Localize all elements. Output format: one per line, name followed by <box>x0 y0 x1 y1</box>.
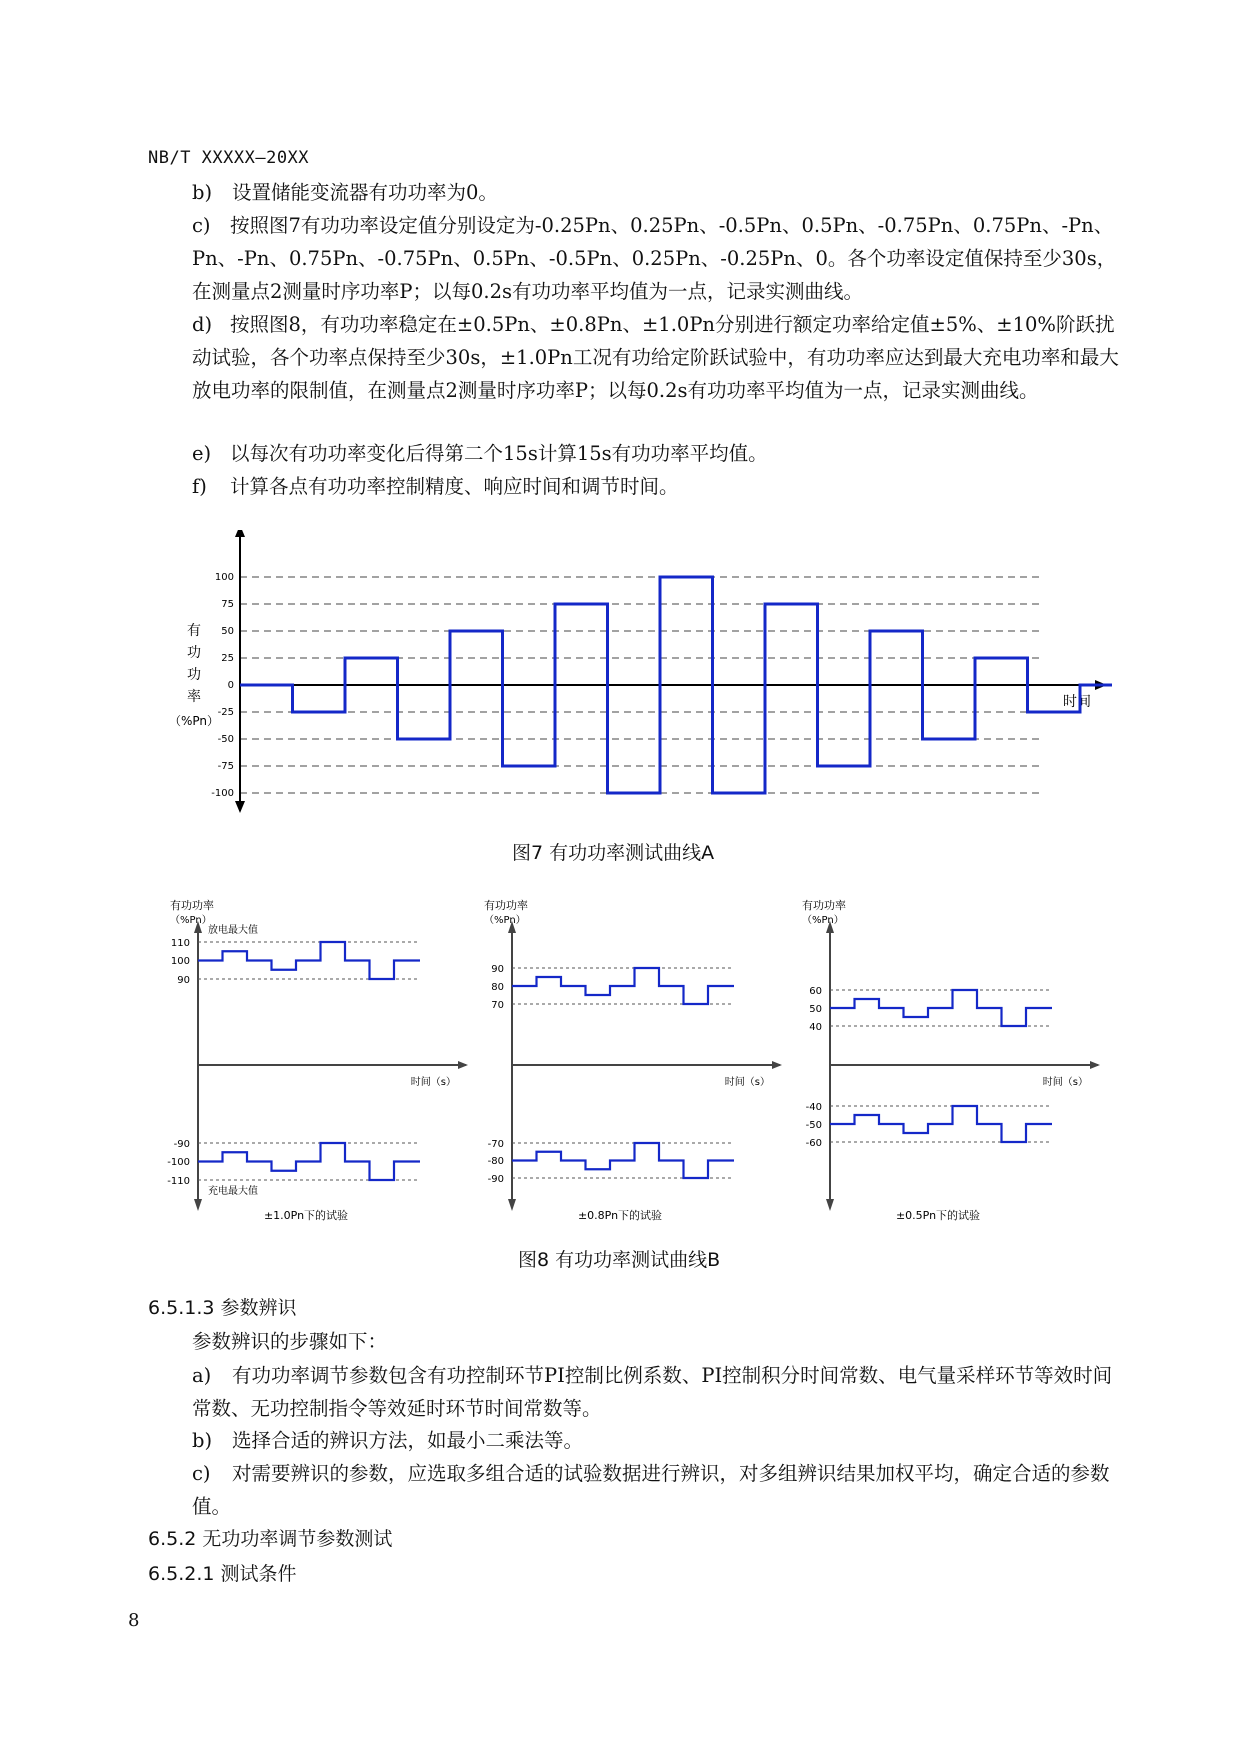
x-axis-arrow <box>772 1061 782 1069</box>
section-heading: 6.5.1.3 参数辨识 <box>148 1297 297 1319</box>
y-tick-label: -50 <box>217 734 234 745</box>
x-axis-label: 时间（s） <box>724 1077 770 1088</box>
y-tick-label: -40 <box>805 1102 822 1113</box>
y-tick-label: 90 <box>491 964 504 975</box>
x-axis-arrow <box>1090 1061 1100 1069</box>
y-tick-label: -100 <box>211 788 234 799</box>
upper-note: 放电最大值 <box>208 925 258 936</box>
y-axis-arrow <box>194 1199 202 1211</box>
y-tick-label: -50 <box>805 1120 822 1131</box>
y-tick-label: -80 <box>487 1156 504 1167</box>
panel-caption: ±0.5Pn下的试验 <box>895 1209 981 1222</box>
y-axis-arrow <box>826 1199 834 1211</box>
y-axis-label: 有功功率 <box>170 899 214 912</box>
y-tick-label: 40 <box>809 1022 822 1033</box>
list-item: c) 对需要辨识的参数，应选取多组合适的试验数据进行辨识，对多组辨识结果加权平均，确定合适的参数值。 <box>192 1462 1110 1518</box>
y-tick-label: 90 <box>177 975 190 986</box>
lower-note: 充电最大值 <box>208 1186 258 1197</box>
y-axis-label-char: 有 <box>187 623 201 639</box>
y-axis-label-unit: （%Pn） <box>168 714 220 728</box>
panel-caption: ±1.0Pn下的试验 <box>263 1209 349 1222</box>
list-item: c) 按照图7有功功率设定值分别设定为-0.25Pn、0.25Pn、-0.5Pn、0.5Pn、-0.75Pn、0.75Pn、-Pn、Pn、-Pn、0.75Pn、-0.75Pn、0.5Pn、-0.5Pn、0.25Pn、-0.25Pn、0。各个功率设定值保持至少30s，在测量点2测量时序功率P；以每0.2s有功功率平均值为一点，记录实测曲线。 <box>192 214 1117 303</box>
list-item: b) 选择合适的辨识方法，如最小二乘法等。 <box>192 1429 584 1452</box>
list-item: b) 设置储能变流器有功功率为0。 <box>192 181 498 204</box>
series-line <box>198 942 420 979</box>
document-code: NB/T XXXXX—20XX <box>148 148 310 168</box>
x-axis-label: 时间（s） <box>410 1077 456 1088</box>
y-tick-label: 110 <box>170 938 190 949</box>
x-axis-label: 时间 <box>1063 694 1091 710</box>
series-line <box>512 968 734 1004</box>
y-tick-label: -60 <box>805 1138 822 1149</box>
series-line <box>512 1143 734 1178</box>
chart-a <box>0 530 1240 830</box>
y-tick-label: 100 <box>214 572 234 583</box>
y-tick-label: 75 <box>221 599 234 610</box>
y-axis-label-char: 功 <box>187 667 201 683</box>
y-tick-label: 50 <box>221 626 234 637</box>
y-tick-label: -25 <box>217 707 234 718</box>
y-axis-label-unit: （%Pn） <box>170 915 212 926</box>
y-tick-label: -110 <box>167 1176 190 1187</box>
y-axis-label: 有功功率 <box>802 899 846 912</box>
list-item: f) 计算各点有功功率控制精度、响应时间和调节时间。 <box>192 475 679 498</box>
y-axis-label-unit: （%Pn） <box>802 915 844 926</box>
y-tick-label: 25 <box>221 653 234 664</box>
x-axis-label: 时间（s） <box>1042 1077 1088 1088</box>
figure-8-caption: 图8 有功功率测试曲线B <box>518 1249 721 1271</box>
section-heading: 6.5.2.1 测试条件 <box>148 1563 297 1585</box>
y-tick-label: -70 <box>487 1139 504 1150</box>
y-axis-label-char: 率 <box>187 689 201 705</box>
y-tick-label: 60 <box>809 986 822 997</box>
y-axis-label-unit: （%Pn） <box>484 915 526 926</box>
y-axis-arrow <box>235 530 245 537</box>
section-heading: 6.5.2 无功功率调节参数测试 <box>148 1528 393 1550</box>
series-line <box>198 1143 420 1180</box>
y-tick-label: 0 <box>227 680 234 691</box>
y-axis-label: 有功功率 <box>484 899 528 912</box>
list-item: a) 有功功率调节参数包含有功控制环节PI控制比例系数、PI控制积分时间常数、电气量采样环节等效时间常数、无功控制指令等效延时环节时间常数等。 <box>192 1364 1113 1420</box>
x-axis-arrow <box>458 1061 468 1069</box>
y-tick-label: 70 <box>491 1000 504 1011</box>
y-tick-label: -100 <box>167 1157 190 1168</box>
chart-b <box>0 895 1240 1225</box>
y-tick-label: -90 <box>487 1174 504 1185</box>
y-tick-label: 50 <box>809 1004 822 1015</box>
page-number: 8 <box>128 1610 140 1631</box>
y-tick-label: -90 <box>173 1139 190 1150</box>
series-line <box>830 990 1052 1026</box>
figure-7-caption: 图7 有功功率测试曲线A <box>512 842 715 864</box>
list-item: d) 按照图8，有功功率稳定在±0.5Pn、±0.8Pn、±1.0Pn分别进行额定功率给定值±5%、±10%阶跃扰动试验，各个功率点保持至少30s，±1.0Pn工况有功给定阶跃试验中，有功功率应达到最大充电功率和最大放电功率的限制值，在测量点2测量时序功率P；以每0.2s有功功率平均值为一点，记录实测曲线。 <box>192 313 1119 402</box>
series-line <box>830 1106 1052 1142</box>
panel-caption: ±0.8Pn下的试验 <box>577 1209 663 1222</box>
y-axis-label-char: 功 <box>187 645 201 661</box>
y-tick-label: 100 <box>170 956 190 967</box>
y-axis-arrow <box>508 1199 516 1211</box>
y-axis-arrow <box>235 801 245 813</box>
y-tick-label: 80 <box>491 982 504 993</box>
y-tick-label: -75 <box>217 761 234 772</box>
section-intro: 参数辨识的步骤如下： <box>192 1330 388 1353</box>
list-item: e) 以每次有功功率变化后得第二个15s计算15s有功功率平均值。 <box>192 442 768 465</box>
